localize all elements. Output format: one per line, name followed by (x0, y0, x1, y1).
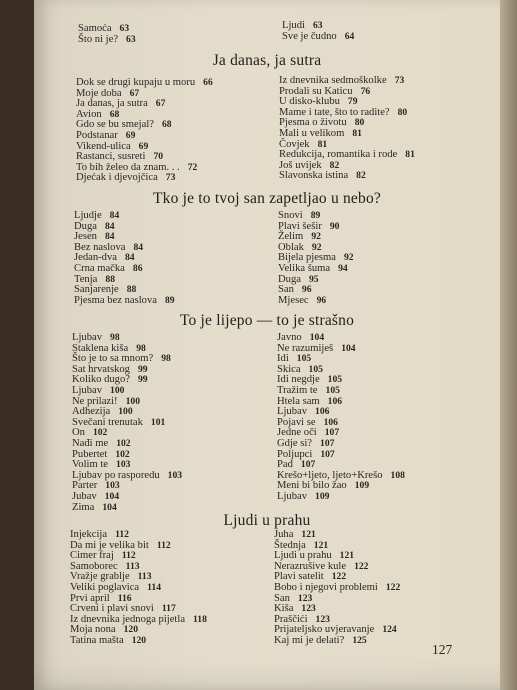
toc-entry: Duga 84 (74, 220, 115, 232)
toc-entry: Pjesma bez naslova 89 (74, 294, 175, 306)
toc-entry: Gdje si? 107 (277, 437, 335, 449)
book-page (34, 0, 500, 690)
toc-entry: Sanjarenje 88 (74, 284, 137, 296)
toc-entry: Zima 104 (72, 501, 117, 513)
toc-entry: Svečani trenutak 101 (72, 416, 166, 428)
toc-entry: Tenja 88 (74, 273, 115, 285)
toc-entry: Želim 92 (278, 231, 321, 243)
toc-entry: Pad 107 (277, 459, 316, 471)
toc-entry: Kaj mi je delati? 125 (274, 634, 367, 646)
toc-entry: Samoća 63 (78, 23, 130, 34)
toc-entry: Veliki poglavica 114 (70, 581, 162, 593)
toc-entry: Nerazrušive kule 122 (274, 560, 369, 572)
toc-entry: Bez naslova 84 (74, 241, 144, 253)
toc-entry: Plavi šešir 90 (278, 220, 340, 232)
toc-entry: To bih želeo da znam. . . 72 (76, 161, 198, 173)
toc-entry: Štednja 121 (274, 539, 329, 551)
toc-entry: Juha 121 (274, 529, 316, 540)
toc-entry: Jedan-dva 84 (74, 252, 135, 264)
top-left-column (78, 24, 136, 45)
section-right-column (274, 530, 400, 647)
toc-entry: Poljupci 107 (277, 448, 335, 460)
toc-entry: Plavi satelit 122 (274, 571, 347, 583)
toc-entry: Prodali su Katicu 76 (279, 85, 371, 97)
toc-entry: Rastanci, susreti 70 (76, 151, 164, 163)
section-title: Ljudi u prahu (223, 512, 311, 529)
toc-entry: Djećak i djevojčica 73 (76, 172, 176, 184)
section-right-column (277, 333, 405, 503)
toc-entry: Pubertet 102 (72, 448, 130, 460)
toc-entry: Ljubav 106 (277, 406, 330, 418)
toc-entry: Ljubav 98 (72, 332, 120, 343)
section-left-column (74, 211, 175, 306)
toc-entry: Avion 68 (76, 108, 120, 120)
toc-entry: Crveni i plavi snovi 117 (70, 603, 176, 615)
toc-entry: Javno 104 (277, 332, 325, 343)
toc-entry: Moja nona 120 (70, 624, 138, 636)
toc-entry: On 102 (72, 427, 108, 439)
toc-entry: Skica 105 (277, 363, 323, 375)
toc-entry: Ljudje 84 (74, 210, 120, 221)
top-right-column (282, 21, 354, 42)
section-title: Tko je to tvoj san zapetljao u nebo? (152, 190, 381, 207)
section-right-column (279, 76, 415, 182)
toc-entry: Jedne oči 107 (277, 427, 340, 439)
toc-entry: Prijateljsko uvjeravanje 124 (274, 624, 397, 636)
toc-entry: Čovjek 81 (279, 138, 328, 150)
toc-entry: Snovi 89 (278, 210, 321, 221)
toc-entry: Idi negdje 105 (277, 374, 343, 386)
toc-entry: Bobo i njegovi problemi 122 (274, 581, 401, 593)
toc-entry: Velika šuma 94 (278, 262, 348, 274)
toc-entry: Volim te 103 (72, 459, 131, 471)
toc-entry: Što je to sa mnom? 98 (72, 353, 171, 365)
toc-entry: Htela sam 106 (277, 395, 343, 407)
toc-entry: Ljubav 109 (277, 490, 330, 502)
toc-entry: U disko-klubu 79 (279, 96, 358, 108)
toc-entry: Vikend-ulica 69 (76, 140, 149, 152)
toc-entry: Ljubav 100 (72, 384, 125, 396)
toc-entry: Ja danas, ja sutra 67 (76, 98, 166, 110)
toc-entry: Ljudi u prahu 121 (274, 550, 355, 562)
toc-entry: Slavonska istina 82 (279, 170, 366, 182)
toc-entry: San 96 (278, 284, 312, 296)
toc-entry: Meni bi bilo žao 109 (277, 480, 370, 492)
toc-entry: Jesen 84 (74, 231, 115, 243)
toc-entry: Jubav 104 (72, 490, 120, 502)
toc-entry: Još uvijek 82 (279, 159, 340, 171)
toc-entry: Mame i tate, što to radite? 80 (279, 106, 408, 118)
table-of-contents (34, 0, 500, 690)
toc-entry: Cimer fraj 112 (70, 550, 136, 562)
toc-entry: Prvi april 116 (70, 592, 132, 604)
toc-entry: Parter 103 (72, 480, 120, 492)
toc-entry: Samoborec 113 (70, 560, 140, 572)
toc-entry: Tatina mašta 120 (70, 634, 147, 646)
page-shadow (34, 660, 500, 690)
toc-entry: Krešo+ljeto, ljeto+Krešo 108 (277, 469, 405, 481)
toc-entry: Vražje grablje 113 (70, 571, 152, 583)
toc-entry: Mali u velikom 81 (279, 127, 362, 139)
toc-entry: Kiša 123 (274, 603, 316, 615)
toc-entry: Nađi me 102 (72, 437, 131, 449)
toc-entry: Podstanar 69 (76, 129, 136, 141)
toc-entry: Što ni je? 63 (78, 33, 136, 45)
book-edge (500, 0, 517, 690)
toc-entry: Iz dnevnika jednoga pijetla 118 (70, 613, 207, 625)
toc-entry: Gdo se bu smejal? 68 (76, 119, 172, 131)
toc-entry: Adhezija 100 (72, 406, 133, 418)
toc-entry: Sve je čudno 64 (282, 30, 355, 42)
toc-entry: Ne razumiješ 104 (277, 342, 356, 354)
toc-entry: Bijela pjesma 92 (278, 252, 354, 264)
toc-entry: Sat hrvatskog 99 (72, 363, 148, 375)
toc-entry: Koliko dugo? 99 (72, 374, 148, 386)
toc-entry: Pjesma o životu 80 (279, 117, 365, 129)
toc-entry: Da mi je velika bit 112 (70, 539, 171, 551)
toc-entry: Tražim te 105 (277, 384, 340, 396)
toc-entry: Staklena kiša 98 (72, 342, 146, 354)
toc-entry: San 123 (274, 592, 313, 604)
section-title: Ja danas, ja sutra (212, 52, 322, 69)
toc-entry: Mjesec 96 (278, 294, 327, 306)
toc-entry: Injekcija 112 (70, 529, 129, 540)
toc-entry: Oblak 92 (278, 241, 322, 253)
toc-entry: Idi 105 (277, 353, 312, 365)
section-title: To je lijepo — to je strašno (179, 312, 355, 329)
section-left-column (72, 333, 182, 513)
toc-entry: Ljubav po rasporedu 103 (72, 469, 183, 481)
toc-entry: Duga 95 (278, 273, 319, 285)
page-number: 127 (432, 642, 453, 657)
toc-entry: Ne prilazi! 100 (72, 395, 140, 407)
toc-entry: Crna mačka 86 (74, 262, 143, 274)
toc-entry: Praščići 123 (274, 613, 330, 625)
toc-entry: Iz dnevnika sedmoškolke 73 (279, 75, 405, 86)
section-right-column (278, 211, 354, 306)
toc-entry: Dok se drugi kupaju u moru 66 (76, 77, 213, 88)
toc-entry: Pojavi se 106 (277, 416, 338, 428)
section-left-column (70, 530, 207, 647)
section-left-column (76, 78, 213, 184)
toc-entry: Moje doba 67 (76, 87, 140, 99)
toc-entry: Ljudi 63 (282, 20, 323, 31)
toc-entry: Redukcija, romantika i rode 81 (279, 149, 415, 161)
